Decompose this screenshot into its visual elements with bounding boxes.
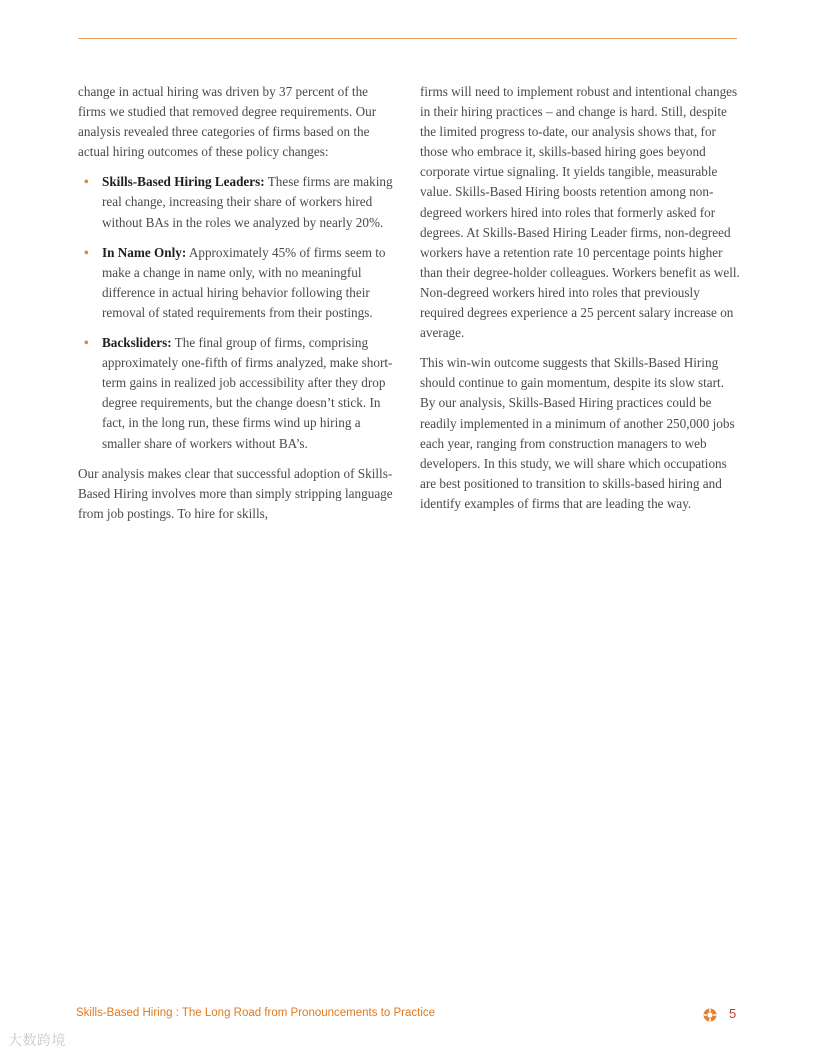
bullet-icon: • (84, 244, 89, 260)
left-column (78, 82, 396, 534)
firm-categories-list (78, 172, 396, 453)
bullet-term: In Name Only: (102, 244, 187, 260)
bullet-term: Backsliders: (102, 335, 172, 351)
orange-circle-logo-icon (703, 1008, 717, 1022)
list-item (78, 243, 396, 323)
list-item (78, 172, 396, 232)
closing-paragraph: Our analysis makes clear that successful adoption of Skills-Based Hiring involves more than simply stripping language from job postings. To hire for skills, (78, 465, 393, 521)
bullet-icon: • (84, 174, 89, 190)
bullet-text: These firms are making real change, increasing their share of workers hired without BAs in the roles we analyzed by nearly 20%. (102, 174, 393, 230)
page-number: 5 (729, 1006, 737, 1021)
list-item (78, 333, 396, 454)
bullet-text: The final group of firms, comprising approximately one-fifth of firms analyzed, make short-term gains in realized job accessibility after they drop degree requirements, but the change doesn’t stick. In fact, in the long run, these firms wind up hiring a smaller share of workers without BA’s. (102, 335, 393, 451)
retention-paragraph: firms will need to implement robust and intentional changes in their hiring practices – and change is hard. Still, despite the limited progress to-date, our analysis shows that, for those who embrace it, skills-based hiring goes beyond corporate virtue signaling. It yields tangible, measurable value. Skills-Based Hiring boosts retention among non-degreed workers hired into roles that formerly asked for degrees. At Skills-Based Hiring Leader firms, non-degreed workers have a retention rate 10 percentage points higher than their degree-holder colleagues. Workers benefit as well. Non-degreed workers hired into roles that previously required degrees experience a 25 percent salary increase on average. (420, 84, 740, 341)
intro-paragraph: change in actual hiring was driven by 37 percent of the firms we studied that removed degree requirements. Our analysis revealed three categories of firms based on the actual hiring outcomes of these policy changes: (78, 84, 377, 160)
outcome-paragraph: This win-win outcome suggests that Skills-Based Hiring should continue to gain momentum, despite its slow start. By our analysis, Skills-Based Hiring practices could be readily implemented in a minimum of another 250,000 jobs each year, ranging from construction managers to web developers. In this study, we will share which occupations are best positioned to transition to skills-based hiring and identify examples of firms that are leading the way. (420, 355, 735, 511)
footer-title: Skills-Based Hiring : The Long Road from Pronouncements to Practice (76, 1007, 436, 1019)
top-divider (78, 38, 737, 39)
bullet-term: Skills-Based Hiring Leaders: (102, 174, 265, 190)
bullet-icon: • (84, 335, 89, 351)
watermark: 大数跨境 (8, 1033, 66, 1049)
right-column (420, 82, 740, 524)
bullet-text: Approximately 45% of firms seem to make a change in name only, with no meaningful difference in actual hiring behavior following their removal of stated requirements from their postings. (102, 244, 386, 320)
